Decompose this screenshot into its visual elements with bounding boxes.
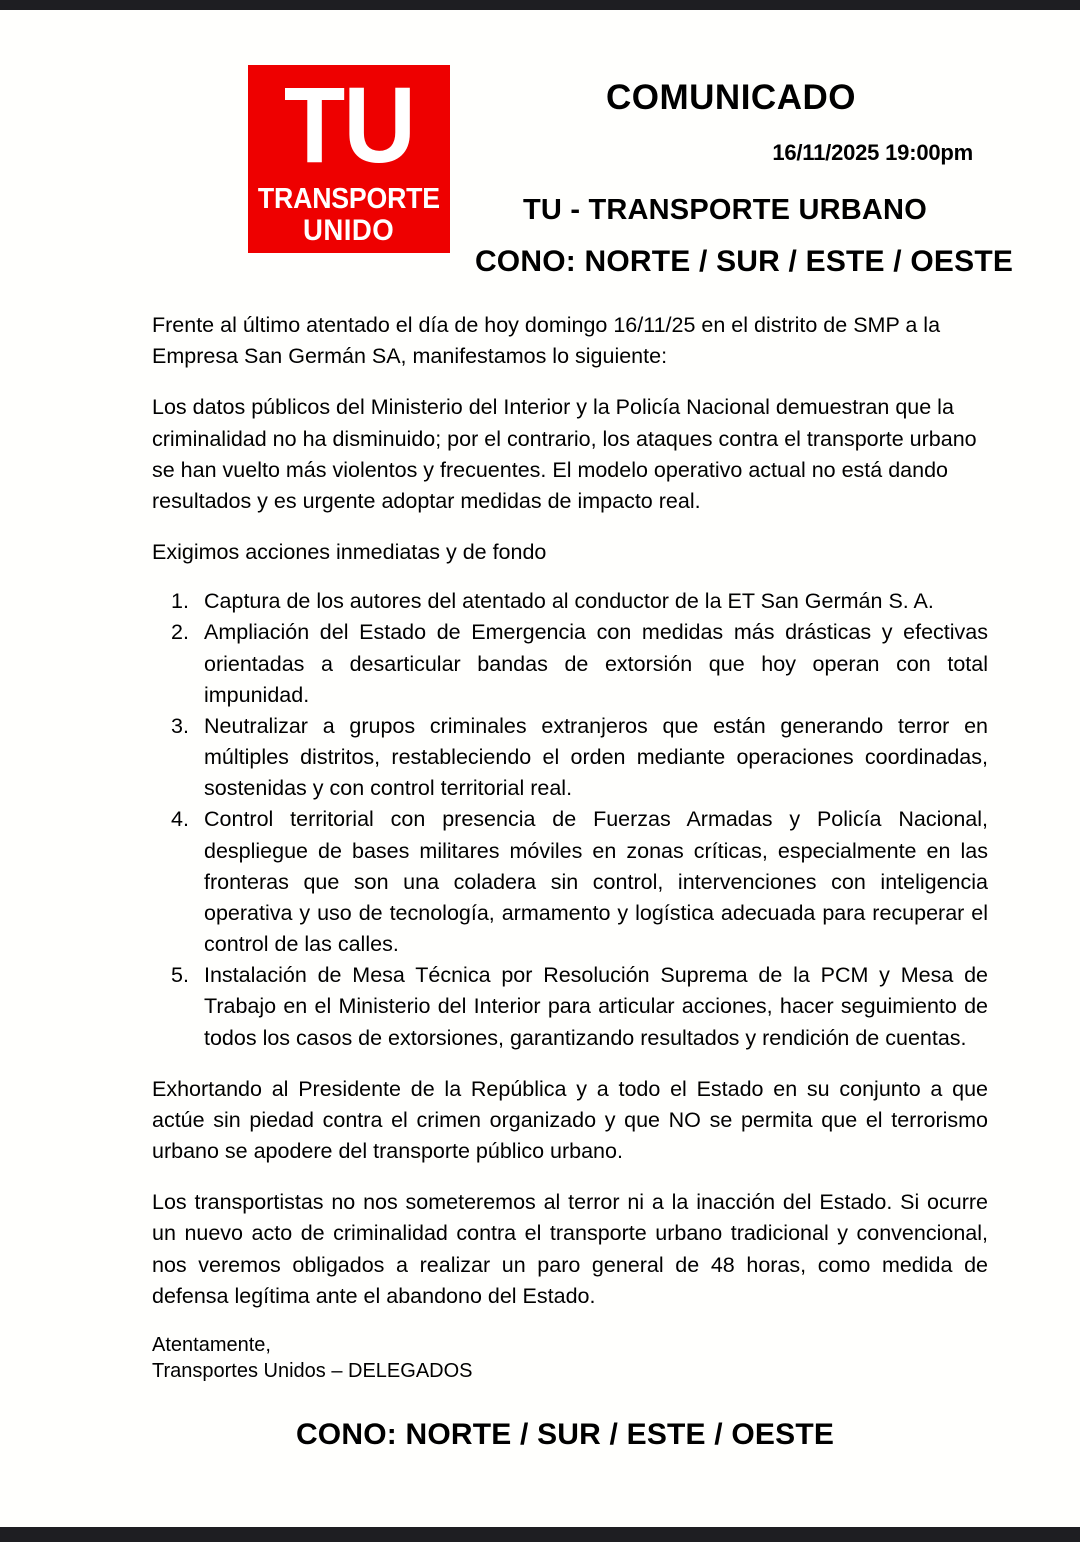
footer-zones: CONO: NORTE / SUR / ESTE / OESTE <box>295 1417 835 1451</box>
document-datetime: 16/11/2025 19:00pm <box>772 140 973 165</box>
list-item: Captura de los autores del atentado al conductor de la ET San Germán S. A. <box>204 589 934 614</box>
document-body <box>152 310 988 1452</box>
list-item: Neutralizar a grupos criminales extranjeros que están generando terror en múltiples distritos, restableciendo el orden mediante operaciones coordinadas, sostenidas y con control territorial real. <box>204 713 988 801</box>
demands-heading: Exigimos acciones inmediatas y de fondo <box>152 540 547 565</box>
logo-monogram: TU <box>283 65 415 185</box>
signature-block <box>152 1332 988 1384</box>
paragraph-warning: Los transportistas no nos someteremos al terror ni a la inacción del Estado. Si ocurre un nuevo acto de criminalidad contra el transporte urbano tradicional y convencional, nos veremos obligados a realizar un paro general de 48 horas, como medida de defensa legítima ante el abandono del Estado. <box>152 1190 988 1308</box>
tu-transporte-unido-logo <box>248 65 450 253</box>
paragraph-exhortation: Exhortando al Presidente de la República y a todo el Estado en su conjunto a que actúe sin piedad contra el crimen organizado y que NO se permita que el terrorismo urbano se apodere del transporte público urbano. <box>152 1076 988 1164</box>
page-title: COMUNICADO <box>606 78 856 117</box>
communique-page <box>0 10 1080 1527</box>
header-text-block <box>455 10 1055 279</box>
document-header <box>0 10 1080 278</box>
paragraph-intro: Frente al último atentado el día de hoy domingo 16/11/25 en el distrito de SMP a la Empresa San Germán SA, manifestamos lo siguiente: <box>152 313 941 369</box>
list-item: Control territorial con presencia de Fuerzas Armadas y Policía Nacional, despliegue de bases militares móviles en zonas críticas, especialmente en las fronteras que son una coladera sin control, intervenciones con inteligencia operativa y uso de tecnología, armamento y logística adecuada para recuperar el control de las calles. <box>204 807 988 957</box>
bottom-edge-bar <box>0 1527 1080 1542</box>
logo-word-unido: UNIDO <box>303 213 395 247</box>
list-item: Instalación de Mesa Técnica por Resolución Suprema de la PCM y Mesa de Trabajo en el Ministerio del Interior para articular acciones, hacer seguimiento de todos los casos de extorsiones, garantizando resultados y rendición de cuentas. <box>204 963 988 1050</box>
signature-signer: Transportes Unidos – DELEGADOS <box>152 1359 473 1382</box>
header-zones: CONO: NORTE / SUR / ESTE / OESTE <box>474 245 1014 278</box>
top-edge-bar <box>0 0 1080 10</box>
demands-list <box>152 586 988 1054</box>
list-item: Ampliación del Estado de Emergencia con medidas más drásticas y efectivas orientadas a desarticular bandas de extorsión que hoy operan con total impunidad. <box>204 620 988 707</box>
organization-name: TU - TRANSPORTE URBANO <box>523 194 927 226</box>
logo-word-transporte: TRANSPORTE <box>258 183 440 215</box>
signature-closing: Atentamente, <box>152 1333 271 1356</box>
paragraph-context: Los datos públicos del Ministerio del Interior y la Policía Nacional demuestran que la criminalidad no ha disminuido; por el contrario, los ataques contra el transporte urbano se han vuelto más violentos y frecuentes. El modelo operativo actual no está dando resultados y es urgente adoptar medidas de impacto real. <box>152 395 977 513</box>
